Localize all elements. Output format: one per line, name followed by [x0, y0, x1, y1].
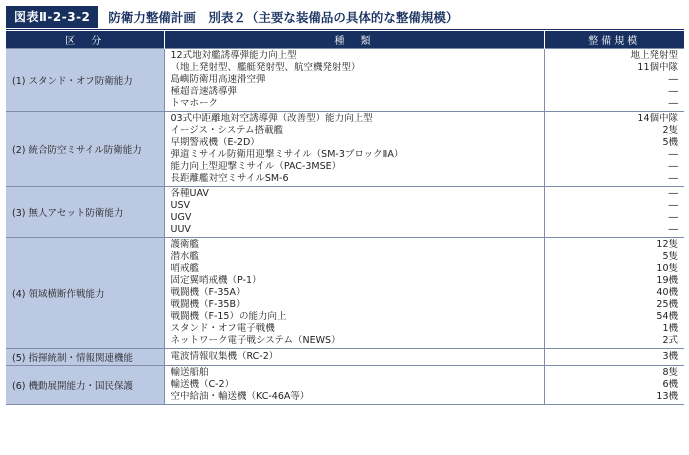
header-category: 区 分 [6, 31, 164, 49]
scale-value: ― [668, 212, 678, 223]
equipment-item: 輸送機（C-2） [170, 379, 235, 390]
type-cell [164, 349, 544, 366]
type-cell [164, 366, 544, 405]
equipment-item: 早期警戒機（E-2D） [170, 137, 260, 148]
category-cell: (6) 機動展開能力・国民保護 [6, 366, 164, 405]
equipment-item: 電波情報収集機（RC-2） [170, 351, 279, 362]
scale-value: 5隻 [662, 251, 678, 262]
scale-value: 14個中隊 [637, 113, 678, 124]
header-scale: 整備規模 [544, 31, 684, 49]
category-cell: (1) スタンド・オフ防衛能力 [6, 49, 164, 112]
scale-value: ― [668, 98, 678, 109]
type-cell [164, 49, 544, 112]
equipment-item: 戦闘機（F-35B） [170, 299, 246, 310]
category-cell: (4) 領域横断作戦能力 [6, 238, 164, 349]
scale-cell [544, 49, 684, 112]
table-row [6, 366, 684, 405]
equipment-item: 潜水艦 [170, 251, 200, 262]
scale-value: ― [668, 74, 678, 85]
category-cell: (5) 指揮統制・情報関連機能 [6, 349, 164, 366]
scale-value: ― [668, 86, 678, 97]
scale-value: 54機 [656, 311, 678, 322]
equipment-item: 03式中距離地対空誘導弾（改善型）能力向上型 [170, 113, 373, 124]
equipment-item: 護衛艦 [170, 239, 200, 250]
equipment-item: 弾道ミサイル防衛用迎撃ミサイル（SM-3ブロックⅡA） [170, 149, 404, 160]
scale-value: 地上発射型 [630, 50, 678, 61]
equipment-table [6, 31, 684, 405]
scale-value: ― [668, 173, 678, 184]
scale-value: 25機 [656, 299, 678, 310]
figure-header [6, 6, 684, 28]
scale-value: ― [668, 149, 678, 160]
equipment-item: USV [170, 200, 190, 211]
equipment-item: 12式地対艦誘導弾能力向上型 [170, 50, 297, 61]
scale-value: 12隻 [656, 239, 678, 250]
figure-label: 図表Ⅱ-2-3-2 [6, 6, 98, 28]
scale-value: 1機 [662, 323, 678, 334]
category-cell: (3) 無人アセット防衛能力 [6, 187, 164, 238]
equipment-item: 輸送船舶 [170, 367, 209, 378]
category-cell: (2) 統合防空ミサイル防衛能力 [6, 112, 164, 187]
scale-value: ― [668, 200, 678, 211]
scale-value: 11個中隊 [637, 62, 678, 73]
scale-cell [544, 366, 684, 405]
scale-cell [544, 112, 684, 187]
scale-value: 10隻 [656, 263, 678, 274]
equipment-item: トマホーク [170, 98, 219, 109]
equipment-item: （地上発射型、艦艇発射型、航空機発射型） [170, 62, 361, 73]
scale-value: 6機 [662, 379, 678, 390]
equipment-item: 島嶼防衛用高速滑空弾 [170, 74, 266, 85]
scale-value: ― [668, 188, 678, 199]
equipment-item: 極超音速誘導弾 [170, 86, 238, 97]
scale-cell [544, 349, 684, 366]
figure-title: 防衛力整備計画 別表２（主要な装備品の具体的な整備規模） [108, 10, 459, 25]
scale-value: ― [668, 224, 678, 235]
equipment-item: UUV [170, 224, 191, 235]
equipment-item: UGV [170, 212, 192, 223]
equipment-item: 固定翼哨戒機（P-1） [170, 275, 262, 286]
scale-value: 8隻 [662, 367, 678, 378]
scale-value: 2式 [662, 335, 678, 346]
equipment-item: 戦闘機（F-35A） [170, 287, 246, 298]
scale-value: 2隻 [662, 125, 678, 136]
equipment-item: 能力向上型迎撃ミサイル（PAC-3MSE） [170, 161, 342, 172]
equipment-item: 空中給油・輸送機（KC-46A等） [170, 391, 310, 402]
scale-cell [544, 187, 684, 238]
scale-value: 13機 [656, 391, 678, 402]
equipment-item: 長距離艦対空ミサイルSM-6 [170, 173, 289, 184]
equipment-item: 哨戒艦 [170, 263, 200, 274]
table-header-row [6, 31, 684, 49]
scale-value: ― [668, 161, 678, 172]
table-row [6, 112, 684, 187]
scale-cell [544, 238, 684, 349]
header-type: 種 類 [164, 31, 544, 49]
title-divider [6, 29, 684, 30]
scale-value: 40機 [656, 287, 678, 298]
equipment-item: ネットワーク電子戦システム（NEWS） [170, 335, 341, 346]
type-cell [164, 112, 544, 187]
scale-value: 19機 [656, 275, 678, 286]
type-cell [164, 238, 544, 349]
table-row [6, 187, 684, 238]
table-row [6, 238, 684, 349]
type-cell [164, 187, 544, 238]
table-row [6, 49, 684, 112]
equipment-item: 各種UAV [170, 188, 209, 199]
scale-value: 5機 [662, 137, 678, 148]
scale-value: 3機 [662, 351, 678, 362]
table-row [6, 349, 684, 366]
equipment-item: スタンド・オフ電子戦機 [170, 323, 275, 334]
equipment-item: イージス・システム搭載艦 [170, 125, 284, 136]
equipment-item: 戦闘機（F-15）の能力向上 [170, 311, 287, 322]
